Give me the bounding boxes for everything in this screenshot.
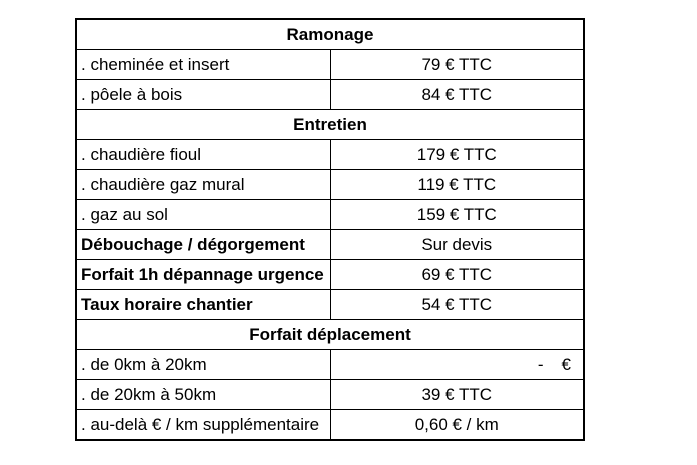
price-table xyxy=(75,18,585,441)
table-row xyxy=(77,380,583,410)
row-price: 84 € TTC xyxy=(330,80,583,110)
row-label: . chaudière fioul xyxy=(77,140,330,170)
row-label: . au-delà € / km supplémentaire xyxy=(81,415,320,434)
row-label: . pôele à bois xyxy=(77,80,330,110)
row-label: Forfait 1h dépannage urgence xyxy=(77,260,330,290)
row-label: . cheminée et insert xyxy=(77,50,330,80)
section-title: Forfait déplacement xyxy=(77,320,583,350)
section-title: Ramonage xyxy=(77,20,583,50)
section-row xyxy=(77,110,583,140)
row-price: 0,60 € / km xyxy=(330,410,583,440)
section-title: Entretien xyxy=(77,110,583,140)
row-label: . de 0km à 20km xyxy=(77,350,330,380)
table-row xyxy=(77,410,583,440)
row-label: . chaudière gaz mural xyxy=(77,170,330,200)
table-row xyxy=(77,290,583,320)
table-row xyxy=(77,260,583,290)
table-row xyxy=(77,170,583,200)
row-label: Taux horaire chantier xyxy=(77,290,330,320)
table-row xyxy=(77,200,583,230)
section-row xyxy=(77,320,583,350)
price-dash: - xyxy=(537,355,544,374)
table-row xyxy=(77,80,583,110)
section-row xyxy=(77,20,583,50)
table-row xyxy=(77,140,583,170)
table-row xyxy=(77,50,583,80)
row-price: 54 € TTC xyxy=(330,290,583,320)
row-price: 69 € TTC xyxy=(330,260,583,290)
table-row xyxy=(77,350,583,380)
row-price: 119 € TTC xyxy=(330,170,583,200)
row-price xyxy=(330,350,583,380)
row-price: 179 € TTC xyxy=(330,140,583,170)
row-price: 159 € TTC xyxy=(330,200,583,230)
table-row xyxy=(77,230,583,260)
row-price: 79 € TTC xyxy=(330,50,583,80)
row-label: Débouchage / dégorgement xyxy=(77,230,330,260)
price-currency: € xyxy=(561,355,571,374)
row-label: . de 20km à 50km xyxy=(77,380,330,410)
row-price: 39 € TTC xyxy=(330,380,583,410)
row-label: . gaz au sol xyxy=(77,200,330,230)
row-price: Sur devis xyxy=(330,230,583,260)
